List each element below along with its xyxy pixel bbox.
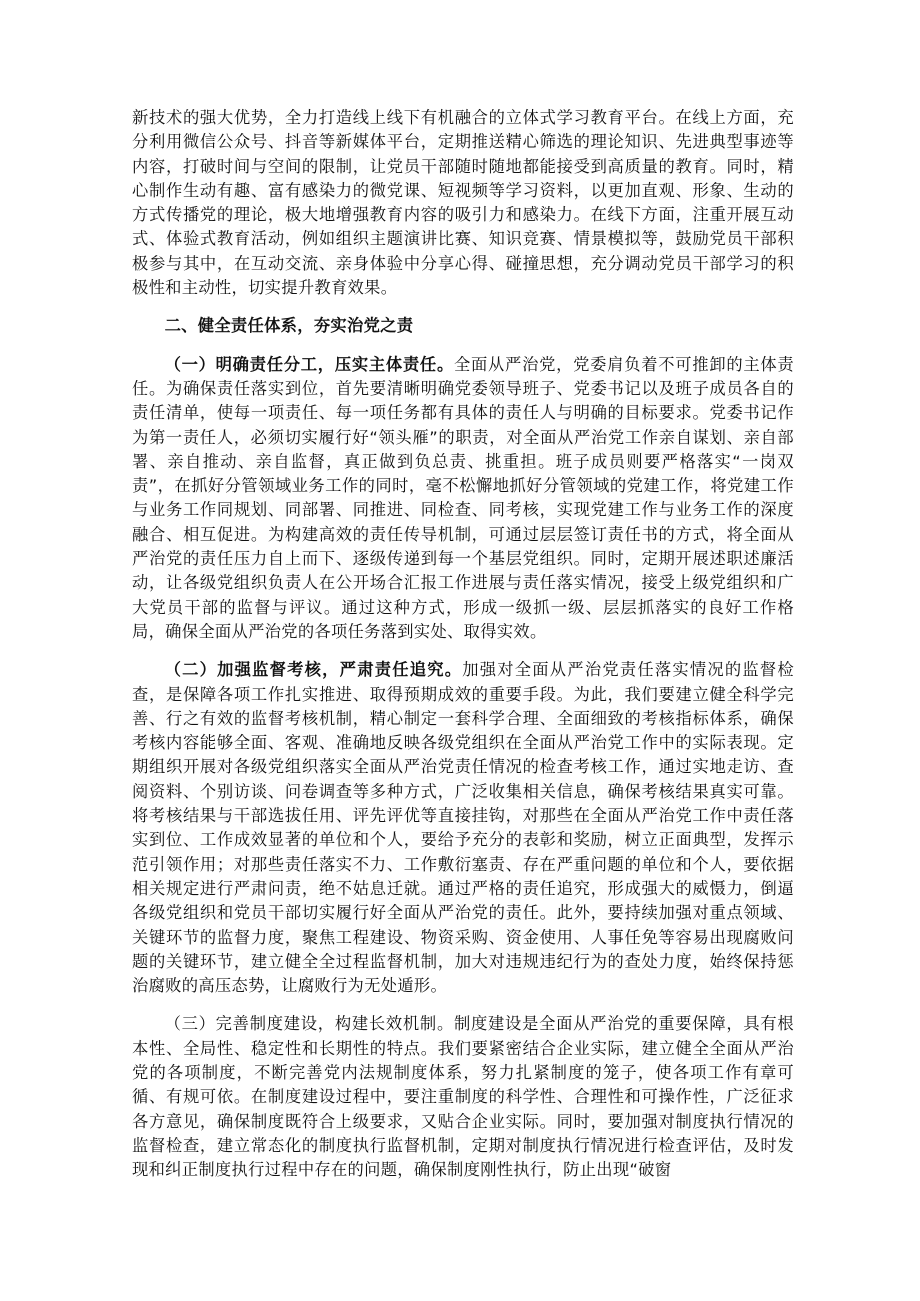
paragraph-lead: （一）明确责任分工，压实主体责任。 xyxy=(164,354,454,374)
document-page xyxy=(132,106,794,1182)
paragraph-body: 全面从严治党，党委肩负着不可推卸的主体责任。为确保责任落实到位，首先要清晰明确党委领导班子、党委书记以及班子成员各自的责任清单，使每一项责任、每一项任务都有具体的责任人与明确的目标要求。党委书记作为第一责任人，必须切实履行好“领头雁”的职责，对全面从严治党工作亲自谋划、亲自部署、亲自推动、亲自监督，真正做到负总责、挑重担。班子成员则要严格落实“一岗双责”，在抓好分管领域业务工作的同时，毫不松懈地抓好分管领域的党建工作，将党建工作与业务工作同规划、同部署、同推进、同检查、同考核，实现党建工作与业务工作的深度融合、相互促进。为构建高效的责任传导机制，可通过层层签订责任书的方式，将全面从严治党的责任压力自上而下、逐级传递到每一个基层党组织。同时，定期开展述职述廉活动，让各级党组织负责人在公开场合汇报工作进展与责任落实情况，接受上级党组织和广大党员干部的监督与评议。通过这种方式，形成一级抓一级、层层抓落实的良好工作格局，确保全面从严治党的各项任务落到实处、取得实效。 xyxy=(132,354,794,641)
paragraph-institution-building xyxy=(132,1012,794,1182)
paragraph-body: 加强对全面从严治党责任落实情况的监督检查，是保障各项工作扎实推进、取得预期成效的重要手段。为此，我们要建立健全科学完善、行之有效的监督考核机制，精心制定一套科学合理、全面细致的考核指标体系，确保考核内容能够全面、客观、准确地反映各级党组织在全面从严治党工作中的实际表现。定期组织开展对各级党组织落实全面从严治党责任情况的检查考核工作，通过实地走访、查阅资料、个别访谈、问卷调查等多种方式，广泛收集相关信息，确保考核结果真实可靠。将考核结果与干部选拔任用、评先评优等直接挂钩，对那些在全面从严治党工作中责任落实到位、工作成效显著的单位和个人，要给予充分的表彰和奖励，树立正面典型，发挥示范引领作用；对那些责任落实不力、工作敷衍塞责、存在严重问题的单位和个人，要依据相关规定进行严肃问责，绝不姑息迁就。通过严格的责任追究，形成强大的威慑力，倒逼各级党组织和党员干部切实履行好全面从严治党的责任。此外，要持续加强对重点领域、关键环节的监督力度，聚焦工程建设、物资采购、资金使用、人事任免等容易出现腐败问题的关键环节，建立健全全过程监督机制，加大对违规违纪行为的查处力度，始终保持惩治腐败的高压态势，让腐败行为无处遁形。 xyxy=(132,660,794,996)
paragraph-body: 制度建设是全面从严治党的重要保障，具有根本性、全局性、稳定性和长期性的特点。我们要紧密结合企业实际，建立健全全面从严治党的各项制度，不断完善党内法规制度体系，努力扎紧制度的笼子，使各项工作有章可循、有规可依。在制度建设过程中，要注重制度的科学性、合理性和可操作性，广泛征求各方意见，确保制度既符合上级要求，又贴合企业实际。同时，要加强对制度执行情况的监督检查，建立常态化的制度执行监督机制，定期对制度执行情况进行检查评估，及时发现和纠正制度执行过程中存在的问题，确保制度刚性执行，防止出现“破窗 xyxy=(132,1014,794,1180)
paragraph-responsibility-division xyxy=(132,353,794,645)
paragraph-supervision-assessment xyxy=(132,658,794,998)
paragraph-lead: （二）加强监督考核，严肃责任追究。 xyxy=(164,660,463,680)
intro-paragraph: 新技术的强大优势，全力打造线上线下有机融合的立体式学习教育平台。在线上方面，充分利用微信公众号、抖音等新媒体平台，定期推送精心筛选的理论知识、先进典型事迹等内容，打破时间与空间的限制，让党员干部随时随地都能接受到高质量的教育。同时，精心制作生动有趣、富有感染力的微党课、短视频等学习资料，以更加直观、形象、生动的方式传播党的理论，极大地增强教育内容的吸引力和感染力。在线下方面，注重开展互动式、体验式教育活动，例如组织主题演讲比赛、知识竞赛、情景模拟等，鼓励党员干部积极参与其中，在互动交流、亲身体验中分享心得、碰撞思想，充分调动党员干部学习的积极性和主动性，切实提升教育效果。 xyxy=(132,108,794,298)
paragraph-lead: （三）完善制度建设，构建长效机制。 xyxy=(164,1014,454,1034)
section-heading: 二、健全责任体系，夯实治党之责 xyxy=(164,316,414,336)
